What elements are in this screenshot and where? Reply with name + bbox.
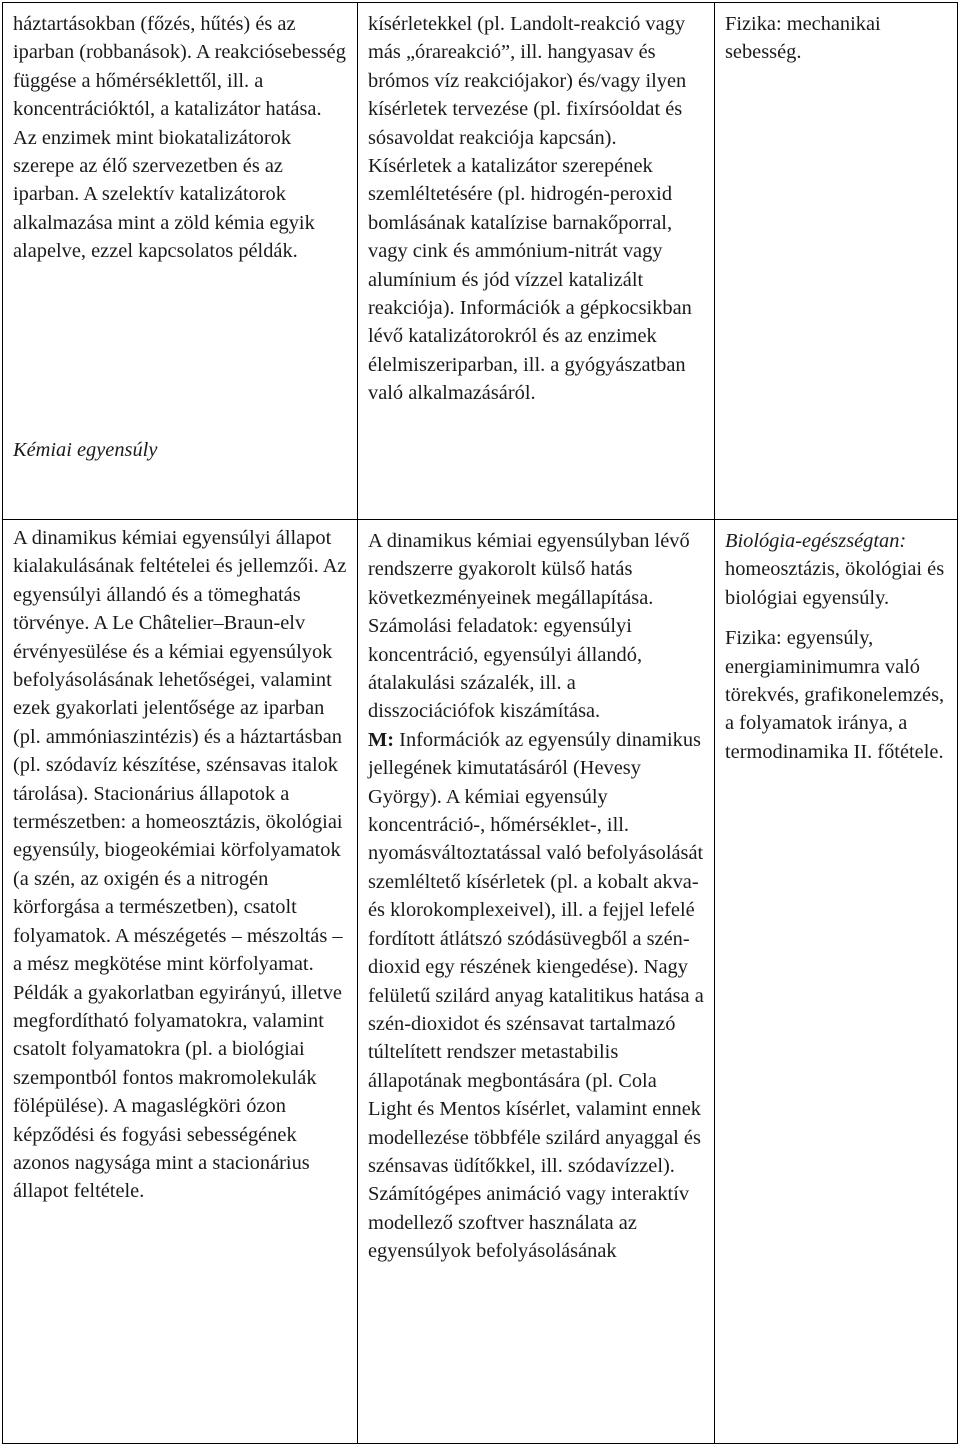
content-paragraph: háztartásokban (főzés, hűtés) és az iparban (robbanások). A reakciósebesség függése a hőmérséklettől, ill. a koncentrációktól, a katalizátor hatása. Az enzimek mint biokatalizátorok szerepe az élő szervezetben és az iparban. A szelektív katalizátorok alkalmazása mint a zöld kémia egyik alapelve, ezzel kapcsolatos példák. bbox=[13, 13, 346, 263]
activity-paragraph-2 bbox=[368, 726, 705, 1266]
model-marker: M: bbox=[368, 728, 395, 751]
activity-paragraph: kísérletekkel (pl. Landolt-reakció vagy más „órareakció”, ill. hangyasav és brómos víz reakciójakor) és/vagy ilyen kísérletek tervezése (pl. fixírsóoldat és sósavoldat reakciója kapcsán). Kísérletek a katalizátor szerepének szemléltetésére (pl. hidrogén-peroxid bomlásának katalízise barnakőporral, vagy cink és ammónium-nitrát vagy alumínium és jód vízzel katalizált reakciója). Információk a gépkocsikban lévő katalizátorokról és az enzimek élelmiszeriparban, ill. a gyógyászatban való alkalmazásáról. bbox=[368, 13, 692, 405]
content-cell bbox=[3, 520, 358, 1444]
activity-text: Információk az egyensúly dinamikus jellegének kimutatásáról (Hevesy György). A kémiai egyensúly koncentráció-, hőmérséklet-, ill. nyomásváltoztatással való befolyásolását szemléltető kísérletek (pl. a kobalt akva- és klorokomplexeivel), ill. a fejjel lefelé fordított átlátszó szódásüvegből a szén-dioxid egy részének kiengedése). Nagy felületű szilárd anyag katalitikus hatása a szén-dioxidot és szénsavat tartalmazó túltelített rendszer metastabilis állapotának megbontására (pl. Cola Light és Mentos kísérlet, valamint ennek modellezése többféle szilárd anyaggal és szénsavas üdítőkkel, ill. szódavízzel). Számítógépes animáció vagy interaktív modellező szoftver használata az egyensúlyok befolyásolásának bbox=[368, 728, 704, 1263]
topic-heading: Kémiai egyensúly bbox=[13, 438, 158, 461]
table-row bbox=[3, 3, 958, 520]
table-row bbox=[3, 520, 958, 1444]
connection-paragraph-1 bbox=[725, 527, 948, 612]
content-cell bbox=[3, 3, 358, 520]
connection-cell bbox=[715, 3, 958, 520]
connection-text: homeosztázis, ökológiai és biológiai egyensúly. bbox=[725, 558, 945, 609]
activity-paragraph-1: A dinamikus kémiai egyensúlyban lévő rendszerre gyakorolt külső hatás következményeinek megállapítása. Számolási feladatok: egyensúlyi koncentráció, egyensúlyi állandó, átalakulási százalék, ill. a disszociációfok kiszámítása. bbox=[368, 530, 690, 723]
connection-paragraph: Fizika: mechanikai sebesség. bbox=[725, 13, 881, 64]
activity-cell bbox=[358, 3, 715, 520]
connection-cell bbox=[715, 520, 958, 1444]
subject-label: Biológia-egészségtan: bbox=[725, 530, 907, 552]
activity-cell bbox=[358, 520, 715, 1444]
connection-paragraph-2: Fizika: egyensúly, energiaminimumra való törekvés, grafikonelemzés, a folyamatok iránya, a termodinamika II. főtétele. bbox=[725, 627, 945, 763]
curriculum-table bbox=[2, 2, 958, 1444]
content-paragraph: A dinamikus kémiai egyensúlyi állapot kialakulásának feltételei és jellemzői. Az egyensúlyi állandó és a tömeghatás törvénye. A Le Châtelier–Braun-elv érvényesülése és a kémiai egyensúlyok befolyásolásának lehetőségei, valamint ezek gyakorlati jelentősége az iparban (pl. ammóniaszintézis) és a háztartásban (pl. szódavíz készítése, szénsavas italok tárolása). Stacionárius állapotok a természetben: a homeosztázis, ökológiai egyensúly, biogeokémiai körfolyamatok (a szén, az oxigén és a nitrogén körforgása a természetben), csatolt folyamatok. A mészégetés – mészoltás – a mész megkötése mint körfolyamat. Példák a gyakorlatban egyirányú, illetve megfordítható folyamatokra, valamint csatolt folyamatokra (pl. a biológiai szempontból fontos makromolekulák fölépülése). A magaslégköri ózon képződési és fogyási sebességének azonos nagysága mint a stacionárius állapot feltétele. bbox=[13, 527, 347, 1203]
